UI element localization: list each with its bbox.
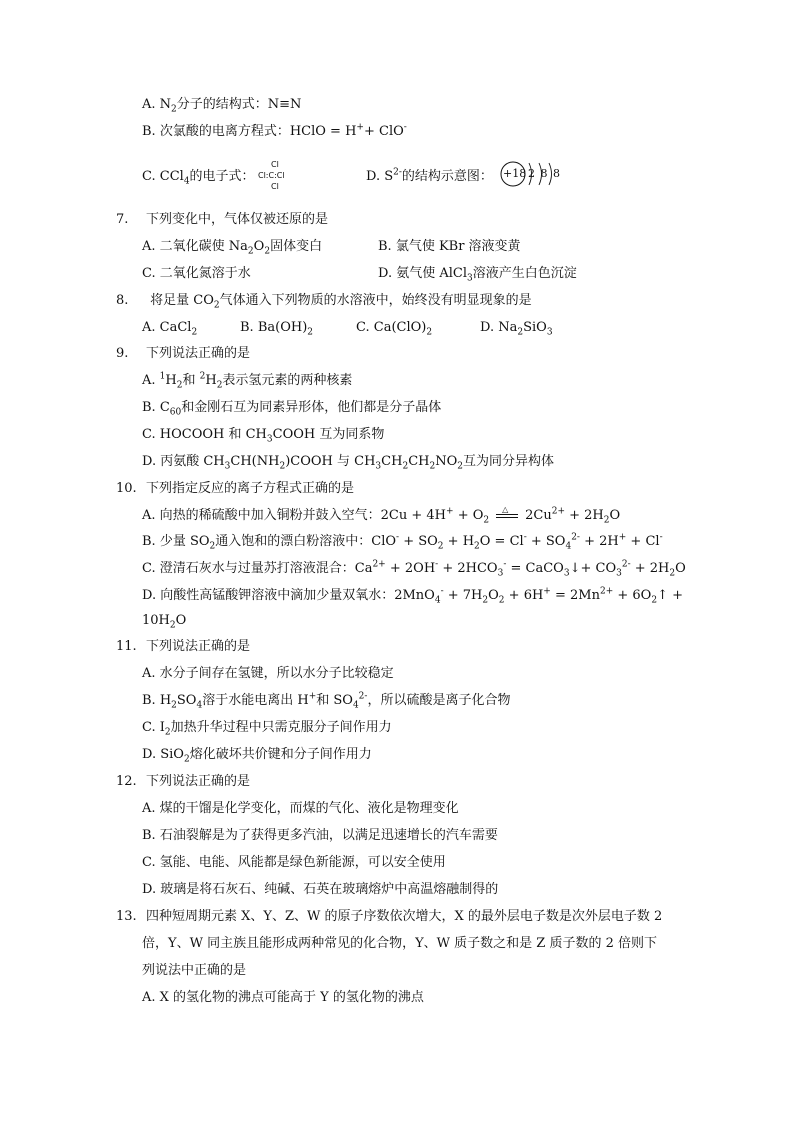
q9-stem: 9. 下列说法正确的是 bbox=[116, 346, 251, 361]
q8-option-d: D. $Na_2SiO_3$ bbox=[480, 320, 553, 338]
q7-option-d: D. 氨气使 AlCl$_3$溶液产生白色沉淀 bbox=[378, 266, 577, 284]
s2-ion-structure-diagram bbox=[496, 155, 562, 191]
q10-option-c: C. 澄清石灰水与过量苏打溶液混合：$Ca^{2+} + 2OH^- + 2HCO_3^-$ = CaCO$_3$↓+ $CO_3^{2-} + 2H_2O$ bbox=[142, 559, 686, 579]
q8-option-c: C. $Ca(ClO)_2$ bbox=[356, 320, 433, 338]
q12-stem: 12. 下列说法正确的是 bbox=[116, 774, 251, 789]
q10-option-a: A. 向热的稀硫酸中加入铜粉并鼓入空气：$2Cu + 4H^+ + O_2$ △ $2Cu^{2+} + 2H_2O$ bbox=[142, 505, 621, 526]
q12-option-a: A. 煤的干馏是化学变化，而煤的气化、液化是物理变化 bbox=[142, 801, 459, 816]
q10-option-d-cont: $10H_2O$ bbox=[142, 613, 187, 631]
ccl4-electron-formula: Cl Cl:C:Cl Cl bbox=[258, 160, 285, 191]
q10-stem: 10. 下列指定反应的离子方程式正确的是 bbox=[116, 481, 355, 496]
q9-option-d: D. 丙氨酸 $CH_3CH(NH_2)COOH$ 与 $CH_3CH_2CH_2NO_2$互为同分异构体 bbox=[142, 454, 555, 472]
q11-option-d: D. SiO$_2$熔化破坏共价键和分子间作用力 bbox=[142, 747, 372, 765]
ion-shell-electrons: 2 8 8 bbox=[528, 167, 561, 180]
q9-option-b: B. $C_{60}$和金刚石互为同素异形体，他们都是分子晶体 bbox=[142, 400, 442, 418]
q10-option-d: D. 向酸性高锰酸钾溶液中滴加少量双氧水：$2MnO_4^- + 7H_2O_2 + 6H^+ = 2Mn^{2+}$ + $6O_2↑$ + bbox=[142, 586, 683, 606]
q11-option-a: A. 水分子间存在氢键，所以水分子比较稳定 bbox=[142, 666, 394, 681]
q12-option-b: B. 石油裂解是为了获得更多汽油，以满足迅速增长的汽车需要 bbox=[142, 828, 498, 843]
q8-option-b: B. $Ba(OH)_2$ bbox=[240, 320, 313, 338]
ion-nucleus-label: +18 bbox=[503, 167, 527, 180]
q11-stem: 11. 下列说法正确的是 bbox=[116, 639, 251, 654]
q13-stem-line3: 列说法中正确的是 bbox=[142, 963, 247, 978]
q11-option-c: C. $I_2$加热升华过程中只需克服分子间作用力 bbox=[142, 720, 392, 738]
q6-option-d: D. $S^{2-}$的结构示意图： bbox=[366, 167, 493, 184]
q13-stem-line1: 13. 四种短周期元素 X、Y、Z、W 的原子序数依次增大，X 的最外层电子数是次外层电子数 2 bbox=[116, 909, 663, 924]
q8-option-a: A. CaCl$_2$ bbox=[142, 320, 198, 338]
q8-stem: 8. 将足量 $CO_2$气体通入下列物质的水溶液中，始终没有明显现象的是 bbox=[116, 293, 532, 311]
q7-stem: 7. 下列变化中，气体仅被还原的是 bbox=[116, 212, 329, 227]
q7-option-a: A. 二氧化碳使 $Na_2O_2$固体变白 bbox=[142, 239, 323, 257]
q6-option-a: A. $N_2$分子的结构式：N≡N bbox=[142, 97, 302, 115]
q11-option-b: B. $H_2SO_4$溶于水能电离出 H+和 $SO_4^{2-}$，所以硫酸是离子化合物 bbox=[142, 691, 511, 711]
q6-option-c: C. CCl$_4$的电子式： bbox=[142, 169, 255, 187]
q9-option-c: C. HOCOOH 和 $CH_3COOH$ 互为同系物 bbox=[142, 427, 385, 445]
q12-option-d: D. 玻璃是将石灰石、纯碱、石英在玻璃熔炉中高温熔融制得的 bbox=[142, 882, 499, 897]
q7-option-b: B. 氯气使 KBr 溶液变黄 bbox=[378, 239, 521, 254]
q12-option-c: C. 氢能、电能、风能都是绿色新能源，可以安全使用 bbox=[142, 855, 446, 870]
q13-option-a: A. X 的氢化物的沸点可能高于 Y 的氢化物的沸点 bbox=[142, 990, 424, 1005]
heat-arrow: △ bbox=[489, 507, 525, 525]
q10-option-b: B. 少量 $SO_2$通入饱和的漂白粉溶液中：$ClO^- + SO_2 + H_2O = Cl^- + SO_4^{2-} + 2H^+ + Cl^-$ bbox=[142, 532, 663, 552]
q7-option-c: C. 二氧化氮溶于水 bbox=[142, 266, 251, 281]
q6-option-b: B. 次氯酸的电离方程式：HClO = H++ ClO- bbox=[142, 122, 407, 139]
q9-option-a: A. $^1H_2$和 $^2H_2$表示氢元素的两种核素 bbox=[142, 371, 353, 391]
q13-stem-line2: 倍，Y、W 同主族且能形成两种常见的化合物，Y、W 质子数之和是 Z 质子数的 2 倍则下 bbox=[142, 936, 657, 951]
